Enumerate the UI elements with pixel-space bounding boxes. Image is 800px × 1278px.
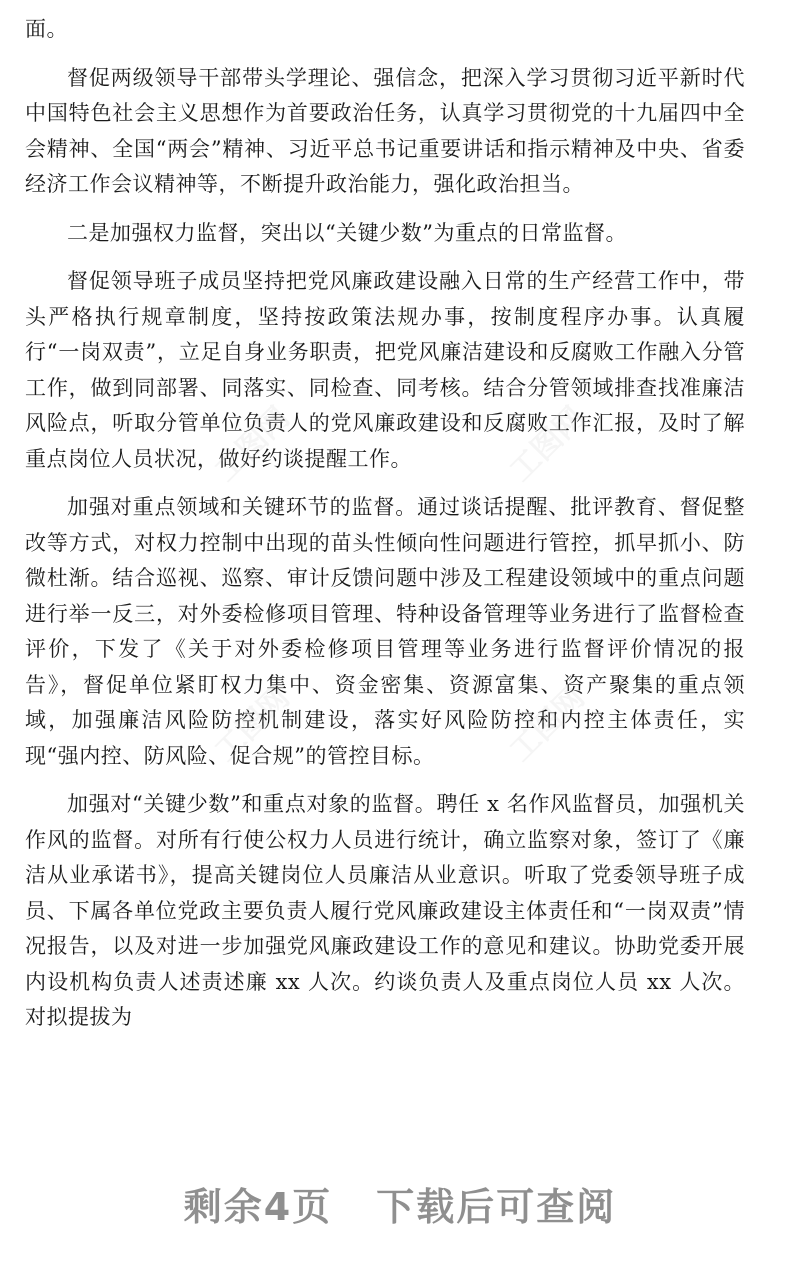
download-to-view-label: 下载后可查阅	[376, 1185, 617, 1229]
watermark-text: 工图网	[503, 400, 592, 489]
watermark-text: 工图网	[208, 400, 297, 489]
paragraph-3: 督促领导班子成员坚持把党风廉政建设融入日常的生产经营工作中，带头严格执行规章制度，坚持按政策法规办事，按制度程序办事。认真履行“一岗双责”，立足自身业务职责，把党风廉洁建设和反腐败工作融入分管工作，做到同部署、同落实、同检查、同考核。结合分管领域排查找准廉洁风险点，听取分管单位负责人的党风廉政建设和反腐败工作汇报，及时了解重点岗位人员状况，做好约谈提醒工作。	[25, 269, 745, 471]
watermark-text: 工图网	[503, 680, 592, 769]
remaining-pages-label: 剩余4页	[183, 1185, 333, 1229]
paragraph-4: 加强对重点领域和关键环节的监督。通过谈话提醒、批评教育、督促整改等方式，对权力控制中出现的苗头性倾向性问题进行管控，抓早抓小、防微杜渐。结合巡视、巡察、审计反馈问题中涉及工程建设领域中的重点问题进行举一反三，对外委检修项目管理、特种设备管理等业务进行了监督检查评价，下发了《关于对外委检修项目管理等业务进行监督评价情况的报告》，督促单位紧盯权力集中、资金密集、资源富集、资产聚集的重点领域，加强廉洁风险防控机制建设，落实好风险防控和内控主体责任，实现“强内控、防风险、促合规”的管控目标。	[25, 495, 745, 768]
section-heading: 二是加强权力监督，突出以“关键少数”为重点的日常监督。	[67, 220, 627, 245]
paragraph-1: 面。	[25, 17, 68, 41]
download-prompt[interactable]	[0, 1176, 800, 1231]
watermark-text: 工图网	[208, 680, 297, 769]
paragraph-2: 督促两级领导干部带头学理论、强信念，把深入学习贯彻习近平新时代中国特色社会主义思想作为首要政治任务，认真学习贯彻党的十九届四中全会精神、全国“两会”精神、习近平总书记重要讲话和指示精神及中央、省委经济工作会议精神等，不断提升政治能力，强化政治担当。	[25, 65, 745, 196]
paragraph-5: 加强对“关键少数”和重点对象的监督。聘任 x 名作风监督员，加强机关作风的监督。对所有行使公权力人员进行统计，确立监察对象，签订了《廉洁从业承诺书》，提高关键岗位人员廉洁从业意识。听取了党委领导班子成员、下属各单位党政主要负责人履行党风廉政建设主体责任和“一岗双责”情况报告，以及对进一步加强党风廉政建设工作的意见和建议。协助党委开展内设机构负责人述责述廉 xx 人次。约谈负责人及重点岗位人员 xx 人次。对拟提拔为	[25, 792, 745, 1029]
document-body	[25, 12, 745, 1049]
